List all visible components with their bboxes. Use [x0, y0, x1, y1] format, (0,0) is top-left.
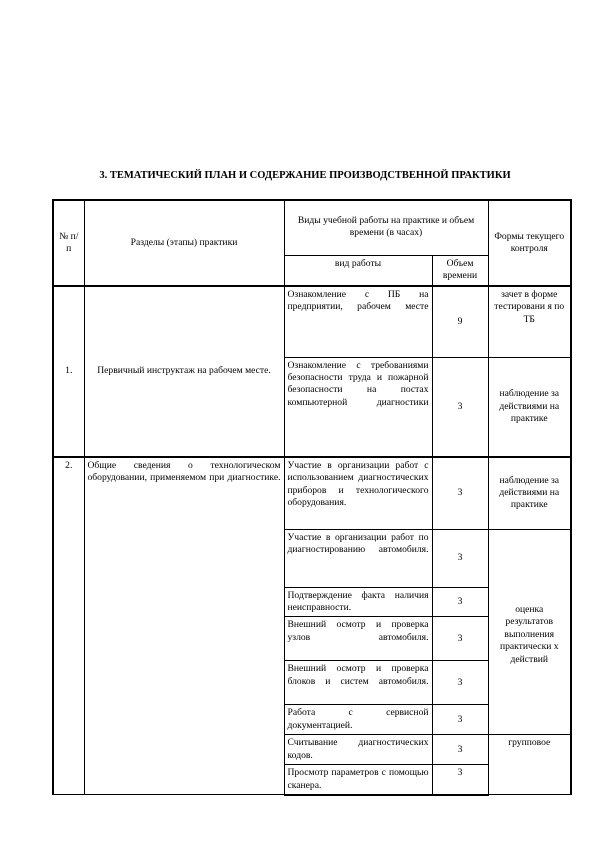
hours-2-8: 3 — [432, 765, 488, 795]
control-2-merged: оценка результатов выполнения практически х действий — [488, 529, 571, 735]
header-types-group: Виды учебной работы на практике и объем времени (в часах) — [284, 200, 488, 255]
header-work-type: вид работы — [284, 255, 432, 286]
control-2-7: групповое — [488, 735, 571, 795]
section-1-title: Первичный инструктаж на рабочем месте. — [84, 286, 284, 457]
work-2-4: Внешний осмотр и проверка узлов автомобиля. — [284, 617, 432, 661]
thematic-plan-table — [52, 199, 572, 796]
section-2-title: Общие сведения о технологическом оборудовании, применяемом при диагностике. — [84, 457, 284, 795]
work-1-2: Ознакомление с требованиями безопасности труда и пожарной безопасности на постах компьютерной диагностики — [284, 357, 432, 457]
work-1-1: Ознакомление с ПБ на предприятии, рабочем месте — [284, 286, 432, 357]
work-2-2: Участие в организации работ по диагностированию автомобиля. — [284, 529, 432, 587]
header-num: № п/п — [53, 200, 84, 286]
work-2-1: Участие в организации работ с использованием диагностических приборов и технологического оборудования. — [284, 457, 432, 529]
hours-2-5: 3 — [432, 661, 488, 705]
section-2-num: 2. — [53, 457, 84, 795]
work-2-7: Считывание диагностических кодов. — [284, 735, 432, 765]
control-1-1: зачет в форме тестировани я по ТБ — [488, 286, 571, 357]
page-title: 3. ТЕМАТИЧЕСКИЙ ПЛАН И СОДЕРЖАНИЕ ПРОИЗВОДСТВЕННОЙ ПРАКТИКИ — [99, 170, 511, 181]
header-hours: Объем времени — [432, 255, 488, 286]
hours-2-4: 3 — [432, 617, 488, 661]
work-2-8: Просмотр параметров с помощью сканера. — [284, 765, 432, 795]
control-2-1: наблюдение за действиями на практике — [488, 457, 571, 529]
section-1-num: 1. — [53, 286, 84, 457]
hours-2-3: 3 — [432, 587, 488, 617]
hours-1-2: 3 — [432, 357, 488, 457]
hours-2-7: 3 — [432, 735, 488, 765]
header-sections: Разделы (этапы) практики — [84, 200, 284, 286]
hours-2-1: 3 — [432, 457, 488, 529]
hours-2-6: 3 — [432, 705, 488, 735]
work-2-6: Работа с сервисной документацией. — [284, 705, 432, 735]
work-2-3: Подтверждение факта наличия неисправности. — [284, 587, 432, 617]
control-1-2: наблюдение за действиями на практике — [488, 357, 571, 457]
header-forms: Формы текущего контроля — [488, 200, 571, 286]
hours-2-2: 3 — [432, 529, 488, 587]
work-2-5: Внешний осмотр и проверка блоков и систем автомобиля. — [284, 661, 432, 705]
hours-1-1: 9 — [432, 286, 488, 357]
